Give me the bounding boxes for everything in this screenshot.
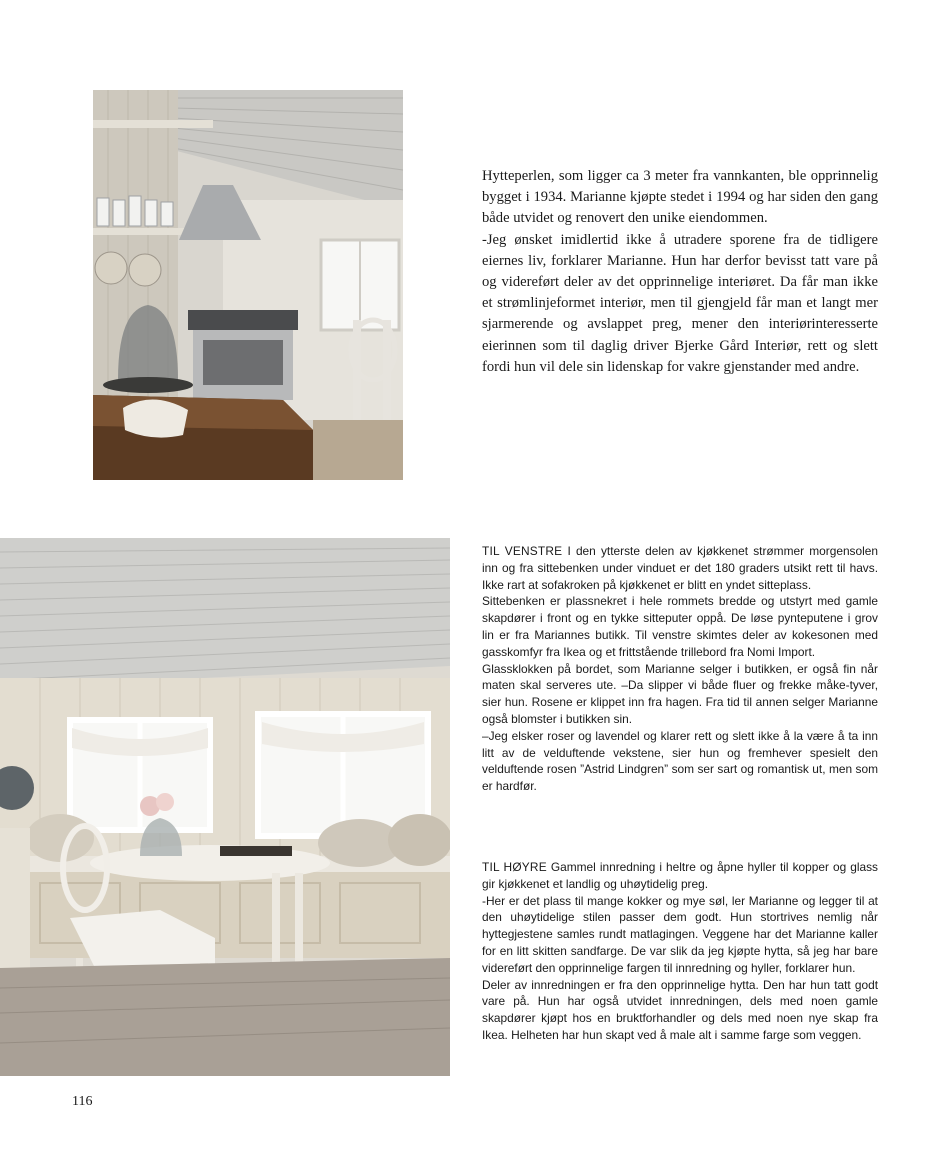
caption-paragraph: I den ytterste delen av kjøkkenet strømmer morgensolen inn og fra sittebenken under vinduet er det 180 graders utsikt rett til havs. Ikke rart at sofakroken på kjøkkenet er blitt en yndet sitteplass. xyxy=(482,544,878,592)
caption-paragraph: -Her er det plass til mange kokker og mye søl, ler Marianne og legger til at den uhøytidelige stilen passer dem godt. Hun stortrives nemlig når hyttegjestene samles rundt matlagingen. Veggene har det Marianne kaller for en litt skitten sandfarge. De var slik da jeg kjøpte hytta, så jeg har bare videreført den opprinnelige fargen til innredning og hyller, forklarer hun. xyxy=(482,893,878,975)
dining-nook-photo-illustration xyxy=(0,538,450,1076)
caption-paragraph: Gammel innredning i heltre og åpne hyller til kopper og glass gir kjøkkenet et landlig og uhøytidelig preg. xyxy=(482,860,878,891)
intro-paragraph: -Jeg ønsket imidlertid ikke å utradere sporene fra de tidligere eiernes liv, forklarer Marianne. Hun har derfor bevisst tatt vare på og videreført deler av det opprinnelige interiøret. Da får man ikke et strømlinjeformet interiør, men til gjengjeld får man et langt mer sjarmerende og avslappet preg, mener den interiørinteresserte eierinnen som til daglig driver Bjerke Gård Interiør, rett og slett fordi hun vil dele sin lidenskap for vakre gjenstander med andre. xyxy=(482,231,878,375)
caption-right-first-paragraph xyxy=(482,859,878,893)
kitchen-photo-illustration xyxy=(93,90,403,480)
kitchen-photo xyxy=(93,90,403,480)
caption-paragraph: Sittebenken er plassnekret i hele rommets bredde og utstyrt med gamle skapdører i front og en tykke sitteputer oppå. De løse pynteputene i grov lin er fra Mariannes butikk. Til venstre skimtes deler av kokesonen med gasskomfyr fra Ikea og et frittstående trillebord fra Nomi Import. xyxy=(482,594,878,659)
caption-paragraph: –Jeg elsker roser og lavendel og klarer rett og slett ikke å la være å ta inn litt av de velduftende vekstene, sier hun og fremhever spesielt den velduftende rosen ”Astrid Lindgren” som ser sart og romantisk ut, men som er hardfør. xyxy=(482,728,878,794)
caption-paragraph: Glassklokken på bordet, som Marianne selger i butikken, er også fin når maten skal serveres ute. –Da slipper vi både fluer og frekke måke-tyver, sier hun. Rosene er klippet inn fra hagen. Fra tid til annen selger Marianne også blomster i butikken sin. xyxy=(482,661,878,726)
caption-right xyxy=(482,859,878,1044)
intro-article-text xyxy=(482,166,878,378)
intro-paragraph: Hytteperlen, som ligger ca 3 meter fra vannkanten, ble opprinnelig bygget i 1934. Marianne kjøpte stedet i 1994 og har siden den gang både utvidet og renovert den unike eiendommen. xyxy=(482,168,878,227)
caption-paragraph: Deler av innredningen er fra den opprinnelige hytta. Den har hun tatt godt vare på. Hun har også utvidet innredningen, dels med noen gamle skapdører kjøpt hos en bruktforhandler og dels med noen nye skap fra Ikea. Helheten har hun skapt ved å male alt i samme farge som veggen. xyxy=(482,977,878,1042)
caption-left-first-paragraph xyxy=(482,543,878,593)
dining-nook-photo xyxy=(0,538,450,1076)
caption-left-lead: TIL VENSTRE xyxy=(482,544,563,558)
page-number: 116 xyxy=(72,1094,93,1109)
caption-left xyxy=(482,543,878,795)
caption-right-lead: TIL HØYRE xyxy=(482,860,547,874)
